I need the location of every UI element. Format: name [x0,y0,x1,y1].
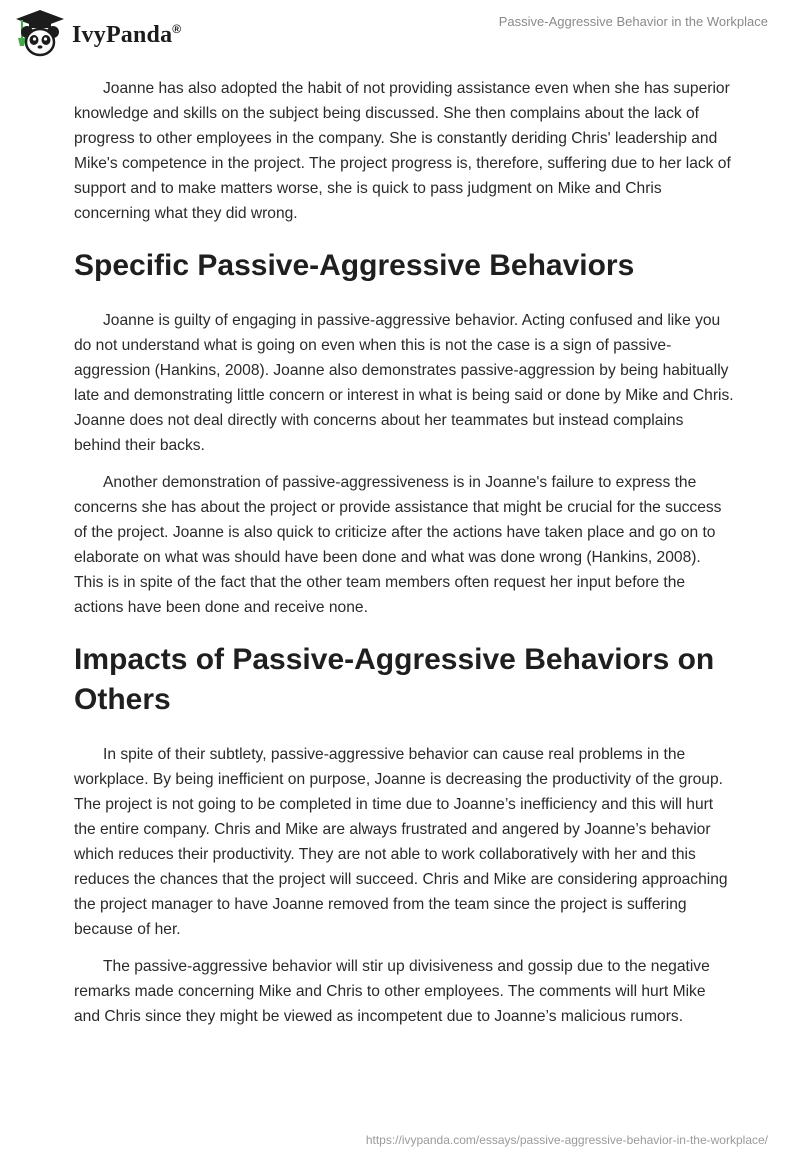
section-paragraph: Another demonstration of passive-aggressiveness is in Joanne's failure to express the concerns she has about the project or provide assistance that might be crucial for the success of the project. Joanne is also quick to criticize after the actions have taken place and go on to elaborate on what was should have been done and what was done wrong (Hankins, 2008). This is in spite of the fact that the other team members often request her input before the actions have been done and receive none. [74,474,722,616]
panda-graduate-icon [14,8,66,58]
section-heading: Specific Passive-Aggressive Behaviors [74,249,635,282]
section-paragraph: The passive-aggressive behavior will stir up divisiveness and gossip due to the negative remarks made concerning Mike and Chris to other employees. The comments will hurt Mike and Chris since they might be viewed as incompetent due to Joanne’s malicious rumors. [74,958,710,1025]
page-header [0,0,800,68]
section-heading: Impacts of Passive-Aggressive Behaviors on Others [74,643,715,716]
section-paragraph: Joanne is guilty of engaging in passive-aggressive behavior. Acting confused and like you do not understand what is going on even when this is not the case is a sign of passive-aggression (Hankins, 2008). Joanne also demonstrates passive-aggression by being habitually late and demonstrating little concern or interest in what is being said or done by Mike and Chris. Joanne does not deal directly with concerns about her teammates but instead complains behind their backs. [74,312,734,454]
document-title: Passive-Aggressive Behavior in the Workplace [498,14,768,29]
section-paragraph: In spite of their subtlety, passive-aggressive behavior can cause real problems in the workplace. By being inefficient on purpose, Joanne is decreasing the productivity of the group. The project is not going to be completed in time due to Joanne’s inefficiency and this will hurt the entire company. Chris and Mike are always frustrated and angered by Joanne’s behavior which reduces their productivity. They are not able to work collaboratively with her and this reduces the chances that the project will succeed. Chris and Mike are considering approaching the project manager to have Joanne removed from the team since the project is suffering because of her. [74,746,728,938]
essay-content [74,76,734,1041]
source-url[interactable]: https://ivypanda.com/essays/passive-aggressive-behavior-in-the-workplace/ [365,1133,768,1147]
brand-name: IvyPanda® [72,21,182,48]
intro-paragraph: Joanne has also adopted the habit of not providing assistance even when she has superior knowledge and skills on the subject being discussed. She then complains about the lack of progress to other employees in the company. She is constantly deriding Chris' leadership and Mike's competence in the project. The project progress is, therefore, suffering due to her lack of support and to make matters worse, she is quick to pass judgment on Mike and Chris concerning what they did wrong. [74,80,731,222]
ivypanda-logo[interactable] [14,8,181,58]
